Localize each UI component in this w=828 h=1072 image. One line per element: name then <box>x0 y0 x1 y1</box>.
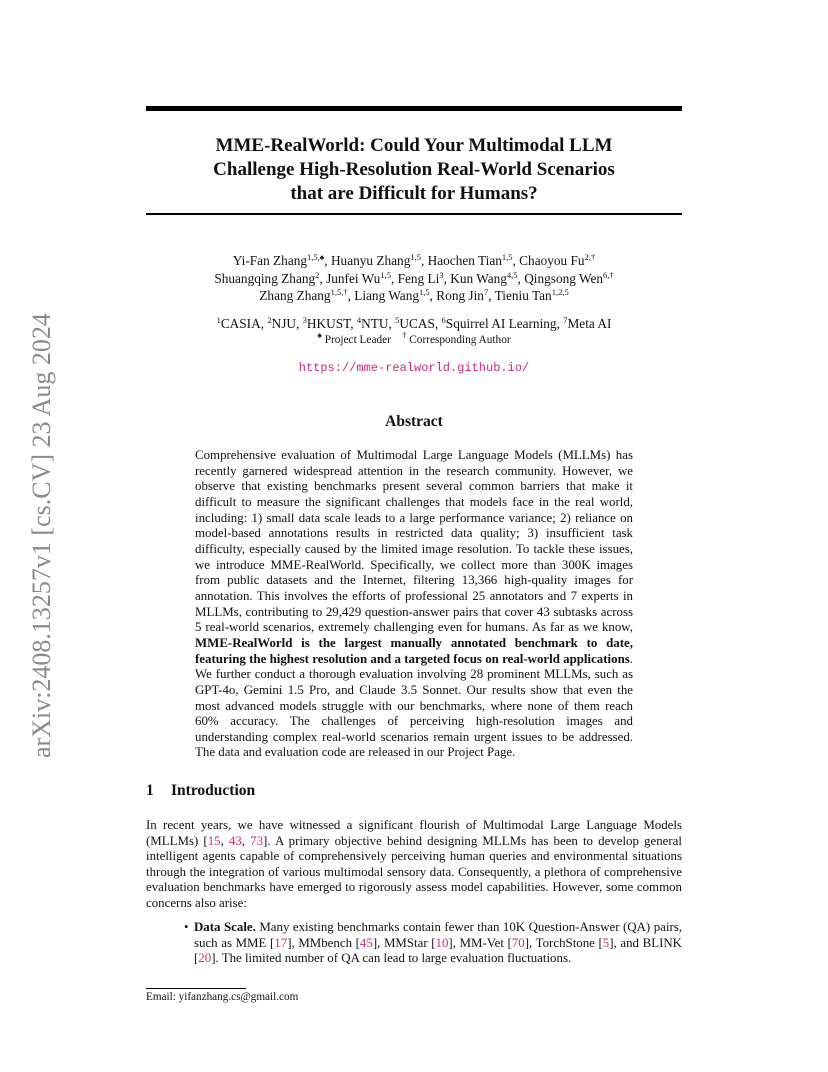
citation-link[interactable]: 15 <box>207 833 221 848</box>
bullet-icon: • <box>184 920 189 934</box>
affiliation-name: Meta AI <box>567 316 612 331</box>
affiliation-name: NTU <box>361 316 389 331</box>
section-heading-introduction <box>146 782 682 800</box>
title-line: MME-RealWorld: Could Your Multimodal LLM <box>215 135 613 156</box>
paragraph-text: Many existing benchmarks contain fewer than 10K Question-Answer (QA) pairs, such as MME [ <box>194 920 682 950</box>
abstract-heading: Abstract <box>385 413 443 430</box>
author-line: Shuangqing Zhang$^2$, Junfei Wu$^{1,5}$, Feng Li$^3$, Kun Wang$^{4,5}$, Qingsong Wen$^{6,\dagger}$ <box>214 269 614 286</box>
affiliation-number: 7 <box>563 315 568 325</box>
author-name: Junfei Wu <box>326 270 381 286</box>
author-affiliation-marker: 1,5 <box>419 287 430 297</box>
paragraph-text: ]. The limited number of QA can lead to large evaluation fluctuations. <box>211 951 572 966</box>
paragraph-text: ]. A primary objective behind designing MLLMs has been to develop general intelligent agents capable of comprehensively perceiving human queries and environmental situations through the integration of various multimodal sensory data. Consequently, a plethora of comprehensive evaluation benchmarks have emerged to rigorously assess model capabilities. However, some common concerns also arise: <box>146 833 682 910</box>
affiliation-name: NJU <box>271 316 297 331</box>
section-number: 1 <box>146 782 154 799</box>
list-item-lead: Data Scale. <box>194 920 256 934</box>
paragraph-text: ], TorchStone [ <box>524 935 603 950</box>
affiliation-name: CASIA <box>220 316 261 331</box>
affiliation-number: 2 <box>267 315 272 325</box>
affiliations-block <box>146 315 682 349</box>
citation-link[interactable]: 5 <box>602 935 610 950</box>
arxiv-identifier: arXiv:2408.13257v1 [cs.CV] 23 Aug 2024 <box>27 313 56 758</box>
citation-link[interactable]: 20 <box>198 951 212 966</box>
author-affiliation-marker: 2,† <box>584 252 596 262</box>
author-name: Huanyu Zhang <box>330 253 411 268</box>
author-affiliation-marker: 4,5 <box>506 269 518 280</box>
affiliation-name: UCAS <box>399 316 435 331</box>
title-line: Challenge High-Resolution Real-World Scenarios <box>213 159 615 180</box>
affiliation-name: HKUST <box>306 316 351 331</box>
role-legend <box>146 332 682 349</box>
author-name: Qingsong Wen <box>524 270 604 286</box>
paragraph-text: , <box>241 833 251 848</box>
affiliation-number: 5 <box>395 315 400 325</box>
author-name: Shuangqing Zhang <box>214 270 316 286</box>
title-bottom-rule <box>146 213 682 215</box>
footnote-rule <box>146 988 246 989</box>
citation-link[interactable]: 45 <box>359 935 373 950</box>
affiliation-number: 1 <box>216 315 221 325</box>
introduction-paragraph <box>146 818 682 912</box>
list-item <box>184 920 682 967</box>
author-affiliation-marker: 1,5 <box>501 252 513 262</box>
arxiv-stamp <box>12 280 64 760</box>
paragraph-text: ], MMStar [ <box>372 935 436 950</box>
paragraph-text: ], MM-Vet [ <box>448 935 512 950</box>
affiliation-number: 3 <box>302 315 307 325</box>
concern-list <box>184 920 682 967</box>
author-affiliation-marker: 3 <box>439 269 444 280</box>
citation-link[interactable]: 17 <box>274 935 288 950</box>
author-name: Liang Wang <box>354 288 420 303</box>
citation-link[interactable]: 43 <box>228 833 242 848</box>
author-affiliation-marker: 1,5,† <box>330 287 348 297</box>
author-name: Feng Li <box>397 270 440 286</box>
author-name: Haochen Tian <box>427 253 502 268</box>
citation-link[interactable]: 73 <box>250 833 264 848</box>
author-list <box>146 252 682 305</box>
corresponding-author-label: Corresponding Author <box>409 334 511 346</box>
footnote-email: Email: yifanzhang.cs@gmail.com <box>146 991 299 1003</box>
author-line: Zhang Zhang$^{1,5,\dagger}$, Liang Wang$^{1,5}$, Rong Jin$^7$, Tieniu Tan$^{1,2,5}$ <box>259 287 569 303</box>
corresponding-author-symbol: † <box>402 330 407 340</box>
affiliation-number: 6 <box>441 315 446 325</box>
author-name: Yi-Fan Zhang <box>232 253 308 268</box>
paragraph-text: In recent years, we have witnessed a significant flourish of Multimodal Large Language Models (MLLMs) [ <box>146 818 682 848</box>
citation-link[interactable]: 10 <box>435 935 449 950</box>
paragraph-text: ], MMbench [ <box>287 935 360 950</box>
section-title: Introduction <box>171 782 256 799</box>
author-affiliation-marker: 1,5 <box>380 269 391 280</box>
abstract-body <box>195 448 633 761</box>
title-line: that are Difficult for Humans? <box>290 183 538 204</box>
list-item-text <box>194 920 682 965</box>
author-affiliation-marker: 2 <box>315 269 320 280</box>
author-affiliation-marker: 1,5 <box>410 252 421 262</box>
title-top-rule <box>146 106 682 111</box>
paragraph-text: , <box>220 833 229 848</box>
author-line: Yi-Fan Zhang$^{1,5,♠}$, Huanyu Zhang$^{1,5}$, Haochen Tian$^{1,5}$, Chaoyou $Fu^{2,\dagger}$ <box>232 252 596 268</box>
author-affiliation-marker: 1,5,♠ <box>307 252 325 262</box>
author-name: Rong Jin <box>436 288 484 303</box>
paper-title <box>146 134 682 206</box>
author-name: Chaoyou Fu <box>519 253 585 268</box>
project-url-link[interactable]: https://mme-realworld.github.io/ <box>298 361 530 375</box>
paragraph-text: ], and BLINK [ <box>194 935 682 966</box>
author-affiliation-marker: 6,† <box>603 269 614 280</box>
project-leader-symbol: ♠ <box>317 330 322 340</box>
abstract-text: . We further conduct a thorough evaluation involving 28 prominent MLLMs, such as GPT-4o, Gemini 1.5 Pro, and Claude 3.5 Sonnet. Our results show that even the most advanced models struggle with our benchmarks, where none of them reach 60% accuracy. The challenges of perceiving high-resolution images and understanding complex real-world scenarios remain urgent issues to be addressed. The data and evaluation code are released in our Project Page. <box>195 651 633 760</box>
project-leader-label: Project Leader <box>324 334 391 346</box>
author-affiliation-marker: 7 <box>483 287 489 297</box>
author-name: Tieniu Tan <box>494 288 552 303</box>
affiliation-number: 4 <box>356 315 362 325</box>
abstract-key-claim: MME-RealWorld is the largest manually annotated benchmark to date, featuring the highest resolution and a targeted focus on real-world applications <box>195 635 633 666</box>
affiliation-name: Squirrel AI Learning <box>445 316 557 331</box>
citation-link[interactable]: 70 <box>511 935 525 950</box>
affiliation-list: $^1$CASIA, $^2$NJU, $^3$HKUST, $^4$NTU, $^5$UCAS, $^6$Squirrel AI Learning, $^7$Meta AI <box>216 315 612 331</box>
author-name: Kun Wang <box>450 270 507 286</box>
author-name: Zhang Zhang <box>259 288 331 303</box>
abstract-text: Comprehensive evaluation of Multimodal Large Language Models (MLLMs) has recently garnered widespread attention in the research community. However, we observe that existing benchmarks present several common barriers that make it difficult to measure the significant challenges that models face in the real world, including: 1) small data scale leads to a large performance variance; 2) reliance on model-based annotations results in restricted data quality; 3) insufficient task difficulty, especially caused by the limited image resolution. To tackle these issues, we introduce MME-RealWorld. Specifically, we collect more than 300K images from public datasets and the Internet, filtering 13,366 high-quality images for annotation. This involves the efforts of professional 25 annotators and 7 experts in MLLMs, contributing to 29,429 question-answer pairs that cover 43 subtasks across 5 real-world scenarios, extremely challenging even for humans. As far as we know, <box>195 448 633 635</box>
author-affiliation-marker: 1,2,5 <box>551 287 569 297</box>
